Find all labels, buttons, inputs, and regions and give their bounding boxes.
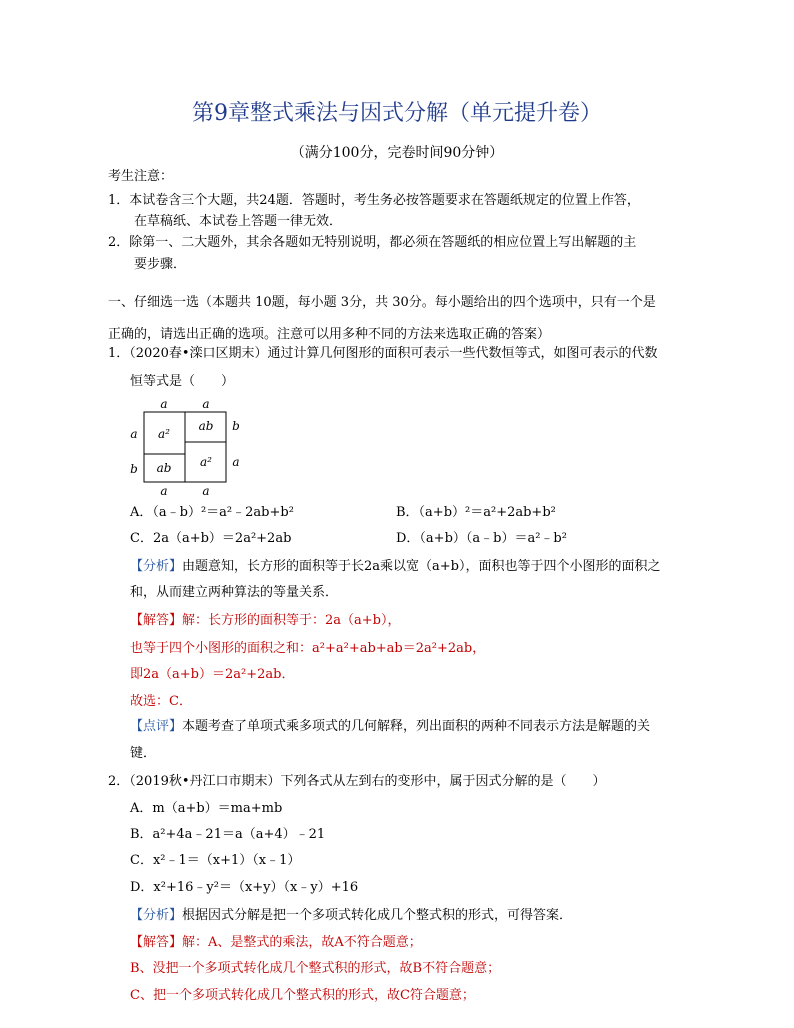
q2-answer-line-2: B、没把一个多项式转化成几个整式积的形式，故B不符合题意； <box>130 961 501 976</box>
q1-option-b: B．（a+b）²＝a²+2ab+b² <box>396 505 556 520</box>
analysis-tag: 【分析】 <box>130 559 183 574</box>
q1-analysis-line-2: 和，从而建立两种算法的等量关系． <box>130 585 339 600</box>
page-subtitle: （满分100分，完卷时间90分钟） <box>290 145 504 161</box>
q1-comment-line-1 <box>130 718 650 736</box>
analysis-text: 由题意知，长方形的面积等于长2a乘以宽（a+b），面积也等于四个小图形的面积之 <box>182 559 661 574</box>
q1-answer-line-3: 即2a（a+b）＝2a²+2ab． <box>130 667 295 682</box>
comment-tag: 【点评】 <box>130 719 183 734</box>
left-label-2: b <box>130 462 138 476</box>
analysis-tag: 【分析】 <box>130 908 183 923</box>
right-label-2: a <box>232 455 240 469</box>
q2-option-d: D．x²+16﹣y²＝（x+y）（x﹣y）+16 <box>130 880 359 895</box>
q1-answer-line-4: 故选：C． <box>130 694 192 709</box>
top-label-2: a <box>202 398 210 411</box>
section1-instruction-2: 正确的，请选出正确的选项。注意可以用多种不同的方法来选取正确的答案） <box>108 327 551 342</box>
q1-option-d: D．（a+b）（a﹣b）＝a²﹣b² <box>396 531 567 546</box>
q1-area-figure <box>126 398 256 498</box>
q2-option-b: B．a²+4a﹣21＝a（a+4）﹣21 <box>130 827 326 842</box>
q2-analysis-line <box>130 907 572 925</box>
q2-stem: 2．（2019秋•丹江口市期末）下列各式从左到右的变形中，属于因式分解的是（ ） <box>108 774 606 789</box>
q1-option-c: C．2a（a+b）＝2a²+2ab <box>130 531 292 546</box>
q2-option-a: A．m（a+b）＝ma+mb <box>130 801 283 816</box>
q2-answer-line-1 <box>130 934 422 952</box>
q1-answer-line-2: 也等于四个小图形的面积之和：a²+a²+ab+ab＝2a²+2ab， <box>130 641 486 656</box>
answer-text: 解：长方形的面积等于：2a（a+b）， <box>182 613 401 628</box>
comment-text: 本题考查了单项式乘多项式的几何解释，列出面积的两种不同表示方法是解题的关 <box>182 719 651 734</box>
left-label-1: a <box>130 427 138 441</box>
area-diagram <box>126 398 256 498</box>
q1-analysis-line-1 <box>130 558 661 576</box>
bottom-label-1: a <box>160 484 168 498</box>
q1-stem-2: 恒等式是（ ） <box>130 374 235 389</box>
analysis-text: 根据因式分解是把一个多项式转化成几个整式积的形式，可得答案． <box>182 908 573 923</box>
cell-top-left: a² <box>158 427 170 441</box>
q1-answer-line-1 <box>130 612 401 630</box>
q1-stem-1: 1．（2020春•滦口区期末）通过计算几何图形的面积可表示一些代数恒等式，如图可表示的代数 <box>108 346 658 361</box>
notice-item-1: 1．本试卷含三个大题，共24题．答题时，考生务必按答题要求在答题纸规定的位置上作答， <box>108 193 640 208</box>
right-label-1: b <box>232 419 240 433</box>
notice-item-1-cont: 在草稿纸、本试卷上答题一律无效． <box>134 214 343 229</box>
section1-instruction-1: 一、仔细选一选（本题共 10题，每小题 3分，共 30分。每小题给出的四个选项中，只有一个是 <box>108 295 656 310</box>
q2-answer-line-3: C、把一个多项式转化成几个整式积的形式，故C符合题意； <box>130 988 475 1003</box>
page-title: 第9章整式乘法与因式分解（单元提升卷） <box>192 101 602 126</box>
answer-text: 解：A、是整式的乘法，故A不符合题意； <box>182 935 422 950</box>
cell-bottom-right: a² <box>200 455 212 469</box>
notice-item-2: 2．除第一、二大题外，其余各题如无特别说明，都必须在答题纸的相应位置上写出解题的主 <box>108 235 637 250</box>
notice-heading: 考生注意： <box>108 169 174 184</box>
cell-top-right: ab <box>198 419 214 433</box>
notice-item-2-cont: 要步骤． <box>134 257 187 272</box>
answer-tag: 【解答】 <box>130 613 183 628</box>
answer-tag: 【解答】 <box>130 935 183 950</box>
top-label-1: a <box>160 398 168 411</box>
q2-option-c: C．x²﹣1＝（x+1）（x﹣1） <box>130 853 301 868</box>
bottom-label-2: a <box>202 484 210 498</box>
cell-bottom-left: ab <box>156 461 172 475</box>
q1-comment-line-2: 键． <box>130 746 157 761</box>
q1-option-a: A．（a﹣b）²＝a²﹣2ab+b² <box>130 505 294 520</box>
